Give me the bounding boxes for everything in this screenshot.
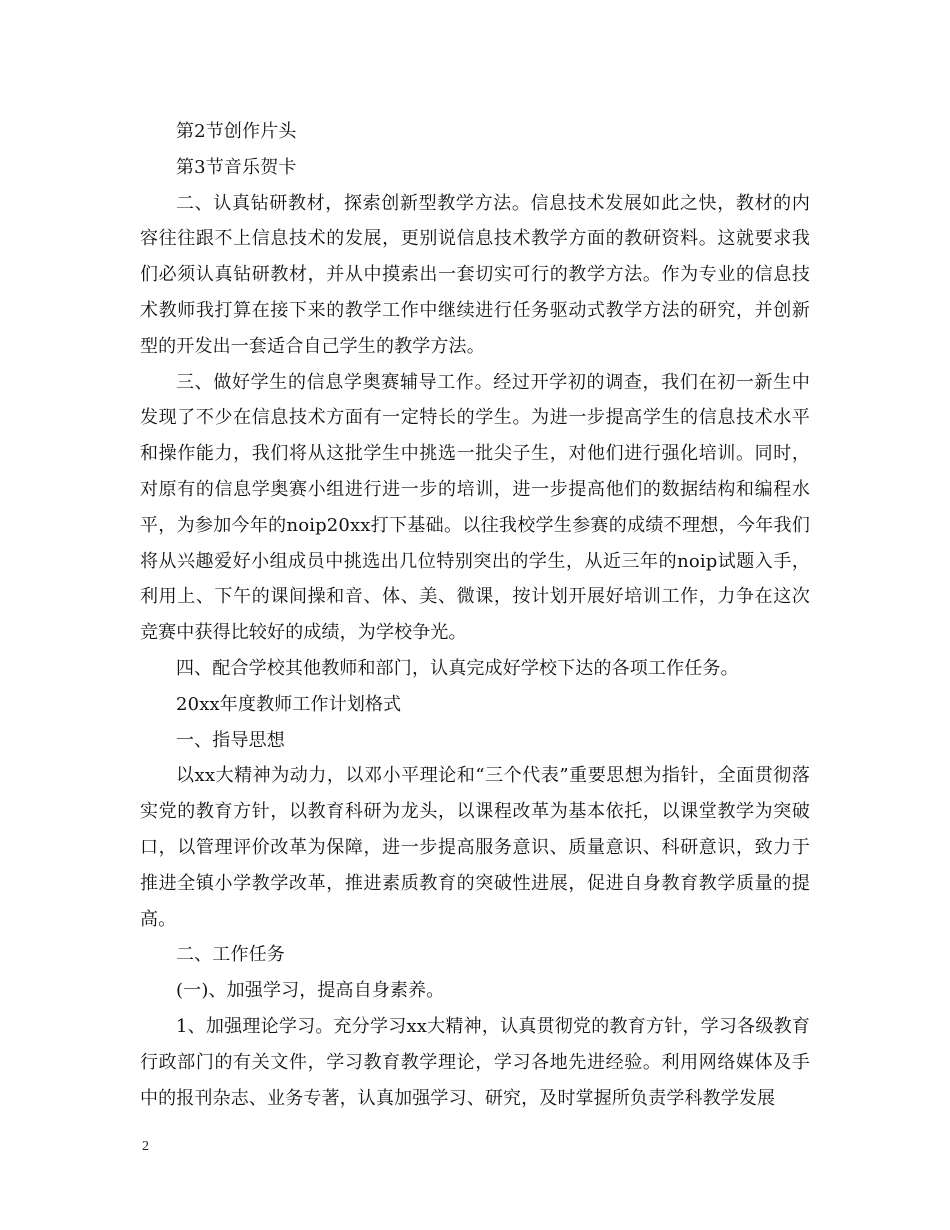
section-item-3: 第3节音乐贺卡 xyxy=(176,156,297,178)
heading-work-tasks: 二、工作任务 xyxy=(176,944,285,966)
page-number: 2 xyxy=(142,1139,149,1154)
paragraph-theory-study: 1、加强理论学习。充分学习xx大精神，认真贯彻党的教育方针，学习各级教育行政部门的有关文件，学习教育教学理论，学习各地先进经验。利用网络媒体及手中的报刊杂志、业务专著，认真加强学习、研究，及时掌握所负责学科教学发展 xyxy=(140,1015,810,1109)
paragraph-guiding-thought: 以xx大精神为动力，以邓小平理论和“三个代表”重要思想为指针，全面贯彻落实党的教育方针，以教育科研为龙头，以课程改革为基本依托，以课堂教学为突破口，以管理评价改革为保障，进一步提高服务意识、质量意识、科研意识，致力于推进全镇小学教学改革，推进素质教育的突破性进展，促进自身教育教学质量的提高。 xyxy=(140,765,810,930)
document-body xyxy=(140,114,810,1116)
paragraph-school-tasks: 四、配合学校其他教师和部门，认真完成好学校下达的各项工作任务。 xyxy=(176,657,739,679)
plan-format-title: 20xx年度教师工作计划格式 xyxy=(176,693,402,715)
heading-guiding-thought: 一、指导思想 xyxy=(176,729,285,751)
paragraph-teaching-materials: 二、认真钻研教材，探索创新型教学方法。信息技术发展如此之快，教材的内容往往跟不上信息技术的发展，更别说信息技术教学方面的教研资料。这就要求我们必须认真钻研教材，并从中摸索出一套切实可行的教学方法。作为专业的信息技术教师我打算在接下来的教学工作中继续进行任务驱动式教学方法的研究，并创新型的开发出一套适合自己学生的教学方法。 xyxy=(140,192,810,357)
section-item-2: 第2节创作片头 xyxy=(176,121,297,142)
subheading-strengthen-learning: (一)、加强学习，提高自身素养。 xyxy=(176,980,445,1002)
paragraph-olympiad-training: 三、做好学生的信息学奥赛辅导工作。经过开学初的调查，我们在初一新生中发现了不少在信息技术方面有一定特长的学生。为进一步提高学生的信息技术水平和操作能力，我们将从这批学生中挑选一批尖子生，对他们进行强化培训。同时，对原有的信息学奥赛小组进行进一步的培训，进一步提高他们的数据结构和编程水平，为参加今年的noip20xx打下基础。以往我校学生参赛的成绩不理想，今年我们将从兴趣爱好小组成员中挑选出几位特别突出的学生，从近三年的noip试题入手，利用上、下午的课间操和音、体、美、微课，按计划开展好培训工作，力争在这次竞赛中获得比较好的成绩，为学校争光。 xyxy=(140,371,810,644)
